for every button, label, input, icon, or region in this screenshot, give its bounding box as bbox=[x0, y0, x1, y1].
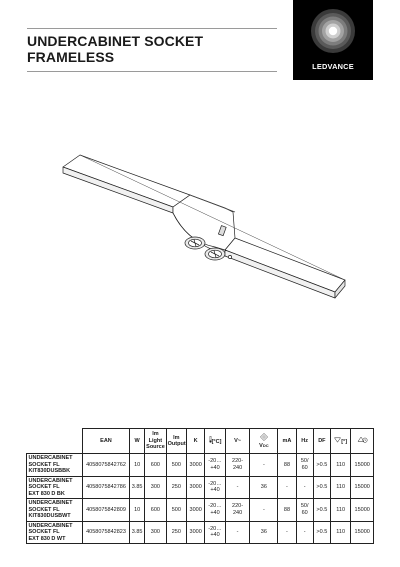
row-temp-l2: +40 bbox=[210, 464, 220, 471]
row-name-l2: SOCKET FL bbox=[28, 484, 60, 490]
title-rule-bottom bbox=[27, 71, 277, 72]
row-temp-l1: -20… bbox=[208, 458, 222, 465]
row-volt-l1: 220- bbox=[232, 503, 244, 510]
row-volt-l1: - bbox=[236, 484, 239, 490]
lifetime-icon bbox=[357, 436, 368, 446]
row-hz-l1: - bbox=[303, 484, 306, 490]
row-ma: - bbox=[278, 476, 296, 499]
header-lm-output-l2: Output bbox=[167, 441, 186, 447]
row-df: >0.5 bbox=[313, 476, 330, 499]
row-hz-l2: 60 bbox=[301, 509, 308, 516]
row-vdc: 36 bbox=[250, 521, 278, 544]
table-row bbox=[27, 454, 374, 477]
row-name-l1: UNDERCABINET bbox=[28, 522, 73, 529]
row-temp bbox=[205, 454, 225, 477]
row-angle: 110 bbox=[330, 454, 350, 477]
row-temp bbox=[205, 499, 225, 522]
header-ean: EAN bbox=[82, 429, 129, 454]
row-vdc: - bbox=[250, 454, 278, 477]
row-volt bbox=[225, 521, 250, 544]
row-watt: 10 bbox=[130, 499, 145, 522]
row-temp-l2: +40 bbox=[210, 532, 220, 539]
row-hz bbox=[296, 454, 313, 477]
row-lm-source: 300 bbox=[145, 521, 166, 544]
header-ambient-temp bbox=[205, 429, 225, 454]
table-row bbox=[27, 476, 374, 499]
row-name-l1: UNDERCABINET bbox=[28, 455, 73, 461]
title-rule-top bbox=[27, 28, 277, 29]
row-angle: 110 bbox=[330, 476, 350, 499]
row-name-l3: KIT830DUSBBK bbox=[28, 468, 71, 474]
row-volt bbox=[225, 454, 250, 477]
header-lm-light-source bbox=[145, 429, 166, 454]
row-volt-l1: - bbox=[236, 529, 239, 535]
row-volt-l1: 220- bbox=[232, 458, 244, 465]
row-ma: 88 bbox=[278, 499, 296, 522]
row-watt: 3.85 bbox=[130, 476, 145, 499]
row-life: 15000 bbox=[351, 454, 374, 477]
row-product-name bbox=[27, 476, 83, 499]
row-lm-source: 600 bbox=[145, 499, 166, 522]
header-lifetime bbox=[351, 429, 374, 454]
row-hz-l1: - bbox=[303, 529, 306, 535]
row-life: 15000 bbox=[351, 476, 374, 499]
header-hertz: Hz bbox=[296, 429, 313, 454]
table-row bbox=[27, 521, 374, 544]
row-name-l2: SOCKET FL bbox=[28, 461, 60, 468]
row-volt-l2: 240 bbox=[232, 464, 243, 471]
undercabinet-socket-drawing-icon bbox=[55, 140, 355, 330]
logo-wordmark: LEDVANCE bbox=[312, 62, 354, 71]
header-volt-dc bbox=[250, 429, 278, 454]
row-ma: - bbox=[278, 521, 296, 544]
row-volt bbox=[225, 476, 250, 499]
header-volt-dc-v: V bbox=[259, 443, 263, 449]
row-df: >0.5 bbox=[313, 521, 330, 544]
row-temp-l1: -20… bbox=[208, 525, 222, 532]
row-ean: 4058075842762 bbox=[82, 454, 129, 477]
spec-table bbox=[26, 428, 374, 544]
header-beam-angle-unit: [°] bbox=[341, 438, 348, 445]
row-lm-output: 250 bbox=[166, 476, 186, 499]
header-volt-ac: V~ bbox=[225, 429, 250, 454]
header-lm-output-l1: lm bbox=[173, 434, 180, 441]
row-watt: 3.85 bbox=[130, 521, 145, 544]
row-ma: 88 bbox=[278, 454, 296, 477]
row-temp-l2: +40 bbox=[210, 487, 220, 494]
row-df: >0.5 bbox=[313, 499, 330, 522]
header-lm-light-source-l1: lm bbox=[152, 431, 159, 438]
row-df: >0.5 bbox=[313, 454, 330, 477]
page-title bbox=[27, 33, 287, 65]
row-kelvin: 3000 bbox=[187, 454, 205, 477]
row-temp bbox=[205, 476, 225, 499]
row-name-l3: EXT 830 D WT bbox=[28, 535, 66, 542]
row-hz-l1: 50/ bbox=[300, 458, 309, 465]
row-name-l2: SOCKET FL bbox=[28, 529, 60, 535]
row-ean: 4058075842809 bbox=[82, 499, 129, 522]
header-watt: W bbox=[130, 429, 145, 454]
row-hz bbox=[296, 521, 313, 544]
header-lm-output bbox=[166, 429, 186, 454]
row-hz bbox=[296, 499, 313, 522]
header-dimming-factor: DF bbox=[313, 429, 330, 454]
row-hz bbox=[296, 476, 313, 499]
spec-table-header-row bbox=[27, 429, 374, 454]
row-lm-source: 600 bbox=[145, 454, 166, 477]
title-line-2: FRAMELESS bbox=[27, 49, 115, 65]
row-kelvin: 3000 bbox=[187, 521, 205, 544]
row-vdc: - bbox=[250, 499, 278, 522]
row-hz-l1: 50/ bbox=[300, 503, 309, 510]
header-volt-dc-sub: DC bbox=[262, 443, 269, 448]
row-temp bbox=[205, 521, 225, 544]
header-beam-angle bbox=[330, 429, 350, 454]
product-image bbox=[55, 140, 355, 330]
row-kelvin: 3000 bbox=[187, 499, 205, 522]
row-hz-l2: 60 bbox=[301, 464, 308, 471]
row-volt-l2: 240 bbox=[232, 509, 243, 516]
ledvance-logo bbox=[293, 0, 373, 80]
row-name-l1: UNDERCABINET bbox=[28, 500, 73, 506]
title-line-1: UNDERCABINET SOCKET bbox=[27, 33, 204, 49]
row-volt bbox=[225, 499, 250, 522]
row-temp-l1: -20… bbox=[208, 480, 222, 487]
header-ambient-temp-unit: [°C] bbox=[211, 439, 222, 446]
row-name-l2: SOCKET FL bbox=[28, 506, 60, 513]
row-lm-output: 250 bbox=[166, 521, 186, 544]
row-watt: 10 bbox=[130, 454, 145, 477]
header-lm-light-source-l3: Source bbox=[146, 444, 165, 451]
row-product-name bbox=[27, 499, 83, 522]
row-lm-output: 500 bbox=[166, 454, 186, 477]
header-blank-cell bbox=[27, 429, 83, 454]
spec-table-container bbox=[26, 428, 374, 544]
row-life: 15000 bbox=[351, 499, 374, 522]
table-row bbox=[27, 499, 374, 522]
row-angle: 110 bbox=[330, 521, 350, 544]
row-name-l3: EXT 830 D BK bbox=[28, 490, 65, 497]
row-name-l1: UNDERCABINET bbox=[28, 477, 73, 484]
header-kelvin: K bbox=[187, 429, 205, 454]
row-temp-l1: -20… bbox=[208, 503, 222, 510]
row-product-name bbox=[27, 454, 83, 477]
diamond-plug-icon bbox=[251, 433, 276, 444]
row-angle: 110 bbox=[330, 499, 350, 522]
row-vdc: 36 bbox=[250, 476, 278, 499]
row-ean: 4058075842786 bbox=[82, 476, 129, 499]
row-kelvin: 3000 bbox=[187, 476, 205, 499]
row-ean: 4058075842823 bbox=[82, 521, 129, 544]
header-lm-light-source-l2: Light bbox=[148, 437, 163, 444]
row-life: 15000 bbox=[351, 521, 374, 544]
row-name-l3: KIT830DUSBWT bbox=[28, 513, 71, 519]
header-milliamp: mA bbox=[278, 429, 296, 454]
row-product-name bbox=[27, 521, 83, 544]
row-lm-source: 300 bbox=[145, 476, 166, 499]
row-temp-l2: +40 bbox=[210, 509, 220, 516]
row-lm-output: 500 bbox=[166, 499, 186, 522]
